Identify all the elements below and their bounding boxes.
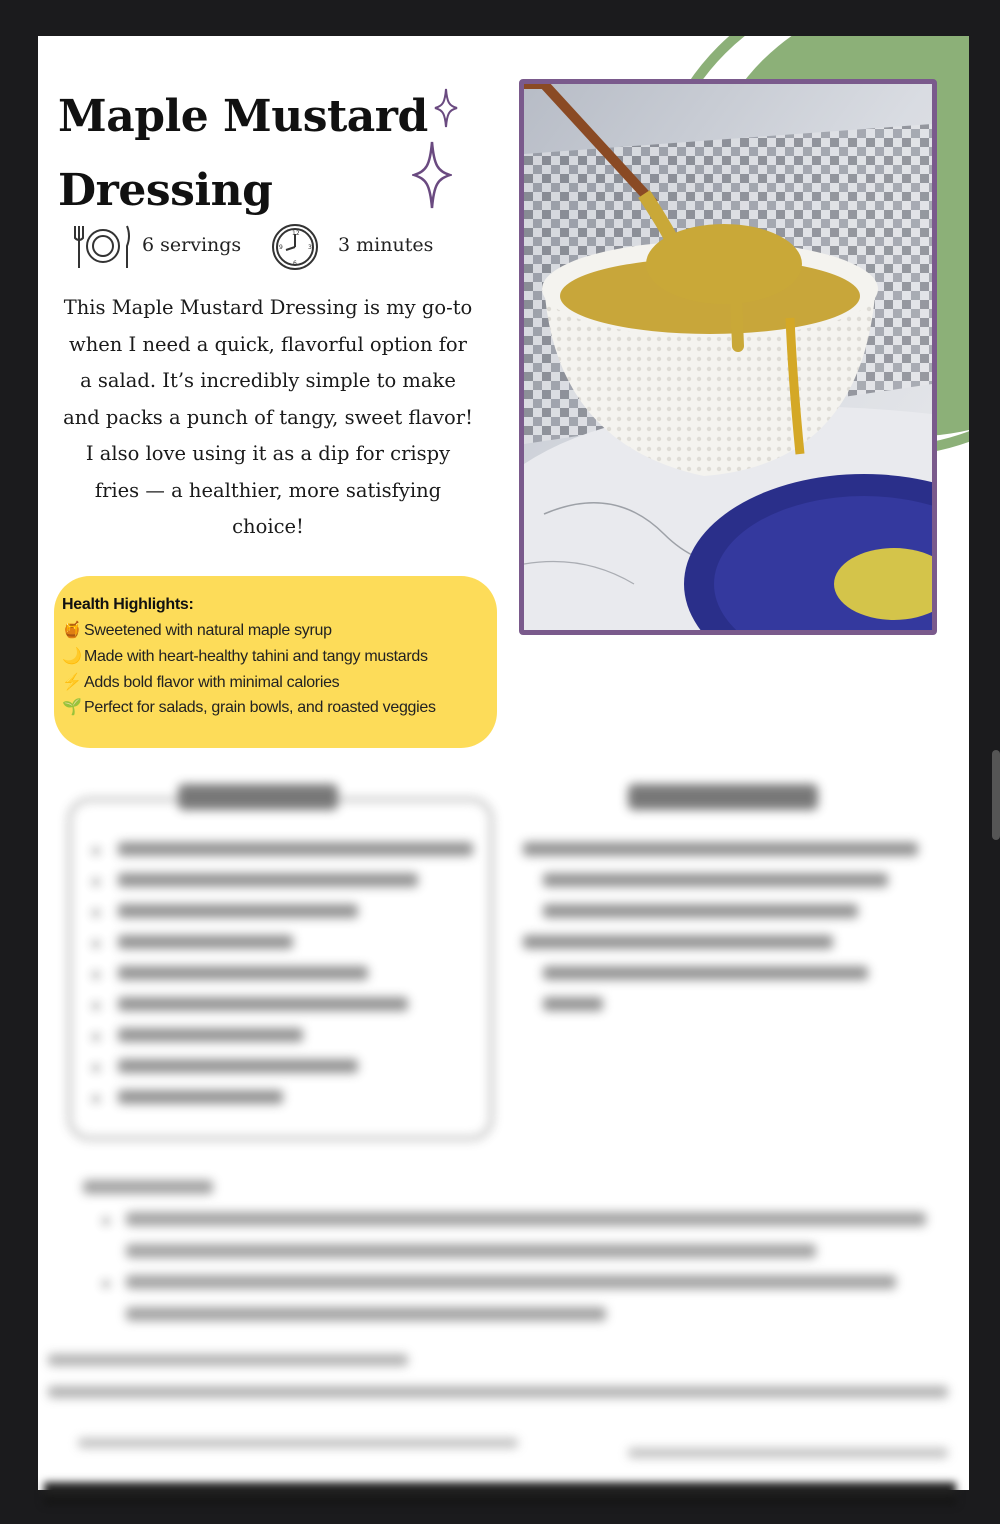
time-text: 3 minutes	[338, 234, 434, 256]
recipe-meta	[74, 222, 494, 272]
recipe-description: This Maple Mustard Dressing is my go-to when I need a quick, flavorful option for a salad. It’s incredibly simple to make and packs a punch of tangy, sweet flavor! I also love using it as a dip for crispy fries — a healthier, more satisfying choice!	[63, 296, 473, 538]
recipe-title: Maple Mustard Dressing	[58, 91, 428, 216]
health-item	[62, 670, 497, 696]
health-highlights-box	[54, 576, 497, 748]
health-item-text: Adds bold flavor with minimal calories	[84, 673, 340, 691]
honey-icon: 🍯	[62, 622, 82, 639]
svg-text:9: 9	[279, 244, 283, 251]
health-item	[62, 644, 497, 670]
scrollbar-thumb[interactable]	[992, 750, 1000, 840]
lightning-icon: ⚡	[62, 673, 82, 691]
clock-icon	[270, 222, 320, 272]
blurred-heading	[628, 784, 818, 810]
health-item-text: Made with heart-healthy tahini and tangy mustards	[84, 647, 428, 665]
seedling-icon: 🌱	[62, 699, 82, 717]
moon-icon: 🌙	[62, 647, 82, 665]
health-highlights-title: Health Highlights:	[62, 596, 194, 613]
svg-text:3: 3	[308, 244, 312, 251]
blurred-heading	[178, 784, 338, 810]
health-item	[62, 618, 497, 644]
health-item	[62, 695, 497, 721]
recipe-photo	[519, 79, 937, 635]
page-shadow	[44, 1482, 956, 1504]
blurred-recipe-content	[38, 776, 969, 1490]
plate-cutlery-icon	[74, 222, 132, 270]
svg-text:12: 12	[292, 230, 300, 237]
health-item-text: Perfect for salads, grain bowls, and roasted veggies	[84, 699, 436, 717]
health-item-text: Sweetened with natural maple syrup	[84, 622, 332, 639]
sparkle-icon	[434, 88, 458, 128]
sparkle-icon	[412, 140, 452, 210]
dressing-bowl-image	[524, 84, 932, 630]
servings-text: 6 servings	[142, 234, 242, 256]
svg-text:6: 6	[293, 260, 297, 267]
recipe-page	[38, 36, 969, 1490]
